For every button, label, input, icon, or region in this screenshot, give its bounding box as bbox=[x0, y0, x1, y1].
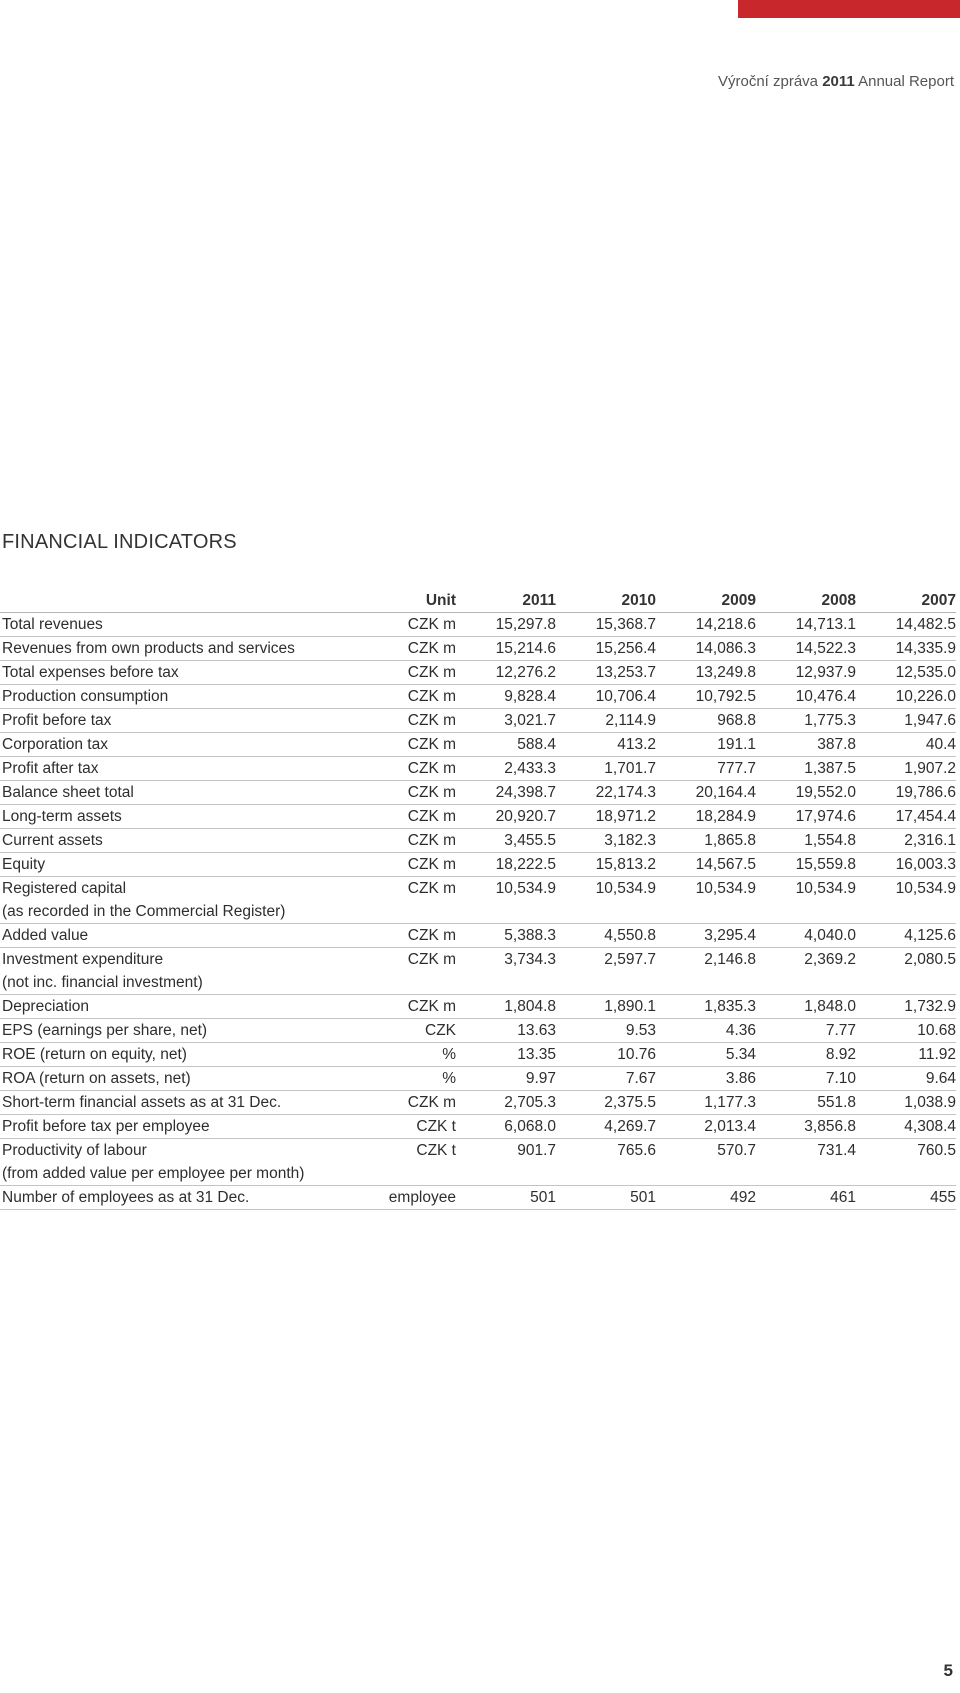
table-row bbox=[0, 733, 956, 757]
row-value: 14,522.3 bbox=[756, 637, 856, 661]
row-value: 8.92 bbox=[756, 1043, 856, 1067]
row-value: 10,706.4 bbox=[556, 685, 656, 709]
row-value: 1,554.8 bbox=[756, 829, 856, 853]
row-value: 4,308.4 bbox=[856, 1115, 956, 1139]
row-value: 1,947.6 bbox=[856, 709, 956, 733]
row-value: 1,890.1 bbox=[556, 995, 656, 1019]
row-label: Productivity of labour bbox=[2, 1142, 147, 1159]
row-value: 2,080.5 bbox=[904, 951, 956, 968]
table-row bbox=[0, 661, 956, 685]
row-label: Short-term financial assets as at 31 Dec. bbox=[0, 1091, 345, 1115]
table-row bbox=[0, 613, 956, 637]
row-value: 2,597.7 bbox=[604, 951, 656, 968]
table-row bbox=[0, 709, 956, 733]
row-unit: CZK m bbox=[345, 733, 456, 757]
row-label: Registered capital bbox=[2, 880, 127, 897]
column-header-year: 2009 bbox=[656, 589, 756, 613]
row-unit: CZK t bbox=[345, 1115, 456, 1139]
row-value: 14,335.9 bbox=[856, 637, 956, 661]
row-unit: CZK m bbox=[345, 637, 456, 661]
row-value: 24,398.7 bbox=[456, 781, 556, 805]
row-value: 14,713.1 bbox=[756, 613, 856, 637]
row-unit: CZK m bbox=[345, 661, 456, 685]
row-value: 1,775.3 bbox=[756, 709, 856, 733]
row-value: 10,534.9 bbox=[495, 880, 556, 897]
row-value: 12,937.9 bbox=[756, 661, 856, 685]
row-label: ROE (return on equity, net) bbox=[0, 1043, 345, 1067]
row-value: 2,013.4 bbox=[656, 1115, 756, 1139]
table-row bbox=[0, 1115, 956, 1139]
row-label: Current assets bbox=[0, 829, 345, 853]
row-value: 19,786.6 bbox=[856, 781, 956, 805]
row-value: 10,534.9 bbox=[795, 880, 856, 897]
header-accent-bar bbox=[738, 0, 960, 18]
column-header-year: 2011 bbox=[456, 589, 556, 613]
row-value: 1,701.7 bbox=[556, 757, 656, 781]
row-label: Added value bbox=[0, 924, 345, 948]
row-value: 10,792.5 bbox=[656, 685, 756, 709]
row-value: 1,907.2 bbox=[856, 757, 956, 781]
row-unit: CZK m bbox=[345, 1091, 456, 1115]
table-row bbox=[0, 1067, 956, 1091]
row-value: 15,813.2 bbox=[556, 853, 656, 877]
row-value: 5.34 bbox=[656, 1043, 756, 1067]
row-value: 18,284.9 bbox=[656, 805, 756, 829]
row-value: 5,388.3 bbox=[456, 924, 556, 948]
column-header-year: 2007 bbox=[856, 589, 956, 613]
row-label: Corporation tax bbox=[0, 733, 345, 757]
row-unit: CZK m bbox=[345, 829, 456, 853]
row-value: 1,177.3 bbox=[656, 1091, 756, 1115]
row-value: 18,222.5 bbox=[456, 853, 556, 877]
row-value: 2,705.3 bbox=[456, 1091, 556, 1115]
row-value: 3,455.5 bbox=[456, 829, 556, 853]
row-value: 901.7 bbox=[517, 1142, 556, 1159]
row-value: 14,218.6 bbox=[656, 613, 756, 637]
row-sub-label: (as recorded in the Commercial Register) bbox=[0, 900, 956, 924]
row-label: ROA (return on assets, net) bbox=[0, 1067, 345, 1091]
running-head bbox=[718, 73, 954, 90]
row-label: Equity bbox=[0, 853, 345, 877]
row-value: 7.77 bbox=[756, 1019, 856, 1043]
row-value: 13,253.7 bbox=[556, 661, 656, 685]
page-number: 5 bbox=[943, 1661, 953, 1680]
table-row-continuation bbox=[0, 971, 956, 995]
running-head-prefix: Výroční zpráva bbox=[717, 73, 819, 90]
row-value: 40.4 bbox=[856, 733, 956, 757]
column-header-label bbox=[0, 589, 345, 613]
row-value: 9.97 bbox=[456, 1067, 556, 1091]
row-value: 6,068.0 bbox=[456, 1115, 556, 1139]
row-unit: % bbox=[345, 1043, 456, 1067]
row-value: 10,476.4 bbox=[756, 685, 856, 709]
table-row bbox=[0, 1139, 956, 1163]
row-value: 14,086.3 bbox=[656, 637, 756, 661]
row-value: 2,375.5 bbox=[556, 1091, 656, 1115]
row-unit: CZK m bbox=[345, 613, 456, 637]
row-value: 731.4 bbox=[817, 1142, 856, 1159]
table-row bbox=[0, 995, 956, 1019]
row-value: 10,534.9 bbox=[695, 880, 756, 897]
row-value: 15,368.7 bbox=[556, 613, 656, 637]
row-value: 14,482.5 bbox=[856, 613, 956, 637]
table-row bbox=[0, 1019, 956, 1043]
row-value: 3,734.3 bbox=[504, 951, 556, 968]
row-value: 191.1 bbox=[656, 733, 756, 757]
row-unit: CZK m bbox=[407, 951, 456, 968]
row-value: 4,269.7 bbox=[556, 1115, 656, 1139]
row-value: 1,848.0 bbox=[756, 995, 856, 1019]
row-value: 12,276.2 bbox=[456, 661, 556, 685]
row-value: 13.63 bbox=[456, 1019, 556, 1043]
row-value: 10,534.9 bbox=[595, 880, 656, 897]
row-label: EPS (earnings per share, net) bbox=[0, 1019, 345, 1043]
row-unit: CZK m bbox=[345, 853, 456, 877]
row-value: 777.7 bbox=[656, 757, 756, 781]
row-label: Profit after tax bbox=[0, 757, 345, 781]
table-row bbox=[0, 757, 956, 781]
section-title: FINANCIAL INDICATORS bbox=[2, 531, 237, 553]
row-unit: CZK m bbox=[345, 709, 456, 733]
table-row bbox=[0, 1043, 956, 1067]
row-value: 19,552.0 bbox=[756, 781, 856, 805]
row-value: 413.2 bbox=[556, 733, 656, 757]
row-value: 501 bbox=[556, 1186, 656, 1210]
row-value: 10.76 bbox=[556, 1043, 656, 1067]
row-value: 461 bbox=[756, 1186, 856, 1210]
row-value: 570.7 bbox=[717, 1142, 756, 1159]
column-header-year: 2008 bbox=[756, 589, 856, 613]
row-value: 1,732.9 bbox=[856, 995, 956, 1019]
row-value: 22,174.3 bbox=[556, 781, 656, 805]
row-unit: CZK m bbox=[345, 781, 456, 805]
row-value: 551.8 bbox=[756, 1091, 856, 1115]
row-label: Revenues from own products and services bbox=[0, 637, 345, 661]
running-head-year: 2011 bbox=[822, 73, 855, 90]
row-unit: % bbox=[345, 1067, 456, 1091]
row-unit: CZK m bbox=[345, 685, 456, 709]
row-value: 9,828.4 bbox=[456, 685, 556, 709]
row-label: Profit before tax per employee bbox=[0, 1115, 345, 1139]
table-row-continuation bbox=[0, 900, 956, 924]
row-value: 2,114.9 bbox=[556, 709, 656, 733]
row-value: 4,125.6 bbox=[856, 924, 956, 948]
row-sub-label: (from added value per employee per month) bbox=[0, 1162, 956, 1186]
column-header-year: 2010 bbox=[556, 589, 656, 613]
row-value: 20,164.4 bbox=[656, 781, 756, 805]
row-value: 3,856.8 bbox=[756, 1115, 856, 1139]
row-label: Long-term assets bbox=[0, 805, 345, 829]
row-label: Number of employees as at 31 Dec. bbox=[0, 1186, 345, 1210]
row-unit: CZK bbox=[345, 1019, 456, 1043]
row-value: 7.10 bbox=[756, 1067, 856, 1091]
row-value: 16,003.3 bbox=[856, 853, 956, 877]
row-value: 1,835.3 bbox=[656, 995, 756, 1019]
row-label: Investment expenditure bbox=[2, 951, 164, 968]
row-label: Total expenses before tax bbox=[0, 661, 345, 685]
row-value: 455 bbox=[856, 1186, 956, 1210]
row-value: 17,974.6 bbox=[756, 805, 856, 829]
row-value: 10.68 bbox=[856, 1019, 956, 1043]
row-value: 3,182.3 bbox=[556, 829, 656, 853]
row-value: 12,535.0 bbox=[856, 661, 956, 685]
column-header-unit: Unit bbox=[345, 589, 456, 613]
row-value: 9.64 bbox=[856, 1067, 956, 1091]
row-value: 2,369.2 bbox=[804, 951, 856, 968]
table-row bbox=[0, 1091, 956, 1115]
row-unit: employee bbox=[345, 1186, 456, 1210]
row-unit: CZK m bbox=[407, 880, 456, 897]
row-value: 2,316.1 bbox=[856, 829, 956, 853]
row-value: 760.5 bbox=[917, 1142, 956, 1159]
row-value: 1,865.8 bbox=[656, 829, 756, 853]
row-value: 13.35 bbox=[456, 1043, 556, 1067]
row-unit: CZK m bbox=[345, 924, 456, 948]
row-value: 501 bbox=[456, 1186, 556, 1210]
financial-indicators-table bbox=[0, 589, 956, 1210]
row-value: 492 bbox=[656, 1186, 756, 1210]
row-value: 15,559.8 bbox=[756, 853, 856, 877]
running-head-suffix: Annual Report bbox=[858, 73, 954, 90]
row-value: 3,295.4 bbox=[656, 924, 756, 948]
table-row bbox=[0, 805, 956, 829]
row-label: Production consumption bbox=[0, 685, 345, 709]
table-row bbox=[0, 948, 956, 972]
table-row bbox=[0, 781, 956, 805]
table-row bbox=[0, 685, 956, 709]
table-row bbox=[0, 853, 956, 877]
row-value: 2,433.3 bbox=[456, 757, 556, 781]
table-row bbox=[0, 637, 956, 661]
row-value: 7.67 bbox=[556, 1067, 656, 1091]
row-value: 968.8 bbox=[656, 709, 756, 733]
row-label: Total revenues bbox=[0, 613, 345, 637]
row-value: 15,256.4 bbox=[556, 637, 656, 661]
table-row bbox=[0, 829, 956, 853]
row-value: 15,297.8 bbox=[456, 613, 556, 637]
row-value: 20,920.7 bbox=[456, 805, 556, 829]
row-value: 1,387.5 bbox=[756, 757, 856, 781]
row-unit: CZK m bbox=[345, 995, 456, 1019]
row-value: 10,534.9 bbox=[895, 880, 956, 897]
row-value: 2,146.8 bbox=[704, 951, 756, 968]
row-label: Depreciation bbox=[0, 995, 345, 1019]
row-value: 3,021.7 bbox=[456, 709, 556, 733]
row-value: 14,567.5 bbox=[656, 853, 756, 877]
table-body bbox=[0, 613, 956, 1210]
table-row-continuation bbox=[0, 1162, 956, 1186]
row-value: 9.53 bbox=[556, 1019, 656, 1043]
table-row bbox=[0, 924, 956, 948]
row-value: 4,040.0 bbox=[756, 924, 856, 948]
table-row bbox=[0, 877, 956, 901]
row-value: 4,550.8 bbox=[556, 924, 656, 948]
row-value: 4.36 bbox=[656, 1019, 756, 1043]
row-value: 15,214.6 bbox=[456, 637, 556, 661]
row-value: 387.8 bbox=[756, 733, 856, 757]
row-sub-label: (not inc. financial investment) bbox=[0, 971, 956, 995]
row-unit: CZK m bbox=[345, 805, 456, 829]
row-label: Balance sheet total bbox=[0, 781, 345, 805]
row-value: 3.86 bbox=[656, 1067, 756, 1091]
row-unit: CZK m bbox=[345, 757, 456, 781]
row-value: 1,804.8 bbox=[456, 995, 556, 1019]
row-value: 765.6 bbox=[617, 1142, 656, 1159]
row-value: 1,038.9 bbox=[856, 1091, 956, 1115]
row-unit: CZK t bbox=[416, 1142, 456, 1159]
row-value: 13,249.8 bbox=[656, 661, 756, 685]
row-label: Profit before tax bbox=[0, 709, 345, 733]
row-value: 11.92 bbox=[856, 1043, 956, 1067]
table-row bbox=[0, 1186, 956, 1210]
row-value: 18,971.2 bbox=[556, 805, 656, 829]
row-value: 10,226.0 bbox=[856, 685, 956, 709]
table-header-row bbox=[0, 589, 956, 613]
row-value: 588.4 bbox=[456, 733, 556, 757]
row-value: 17,454.4 bbox=[856, 805, 956, 829]
